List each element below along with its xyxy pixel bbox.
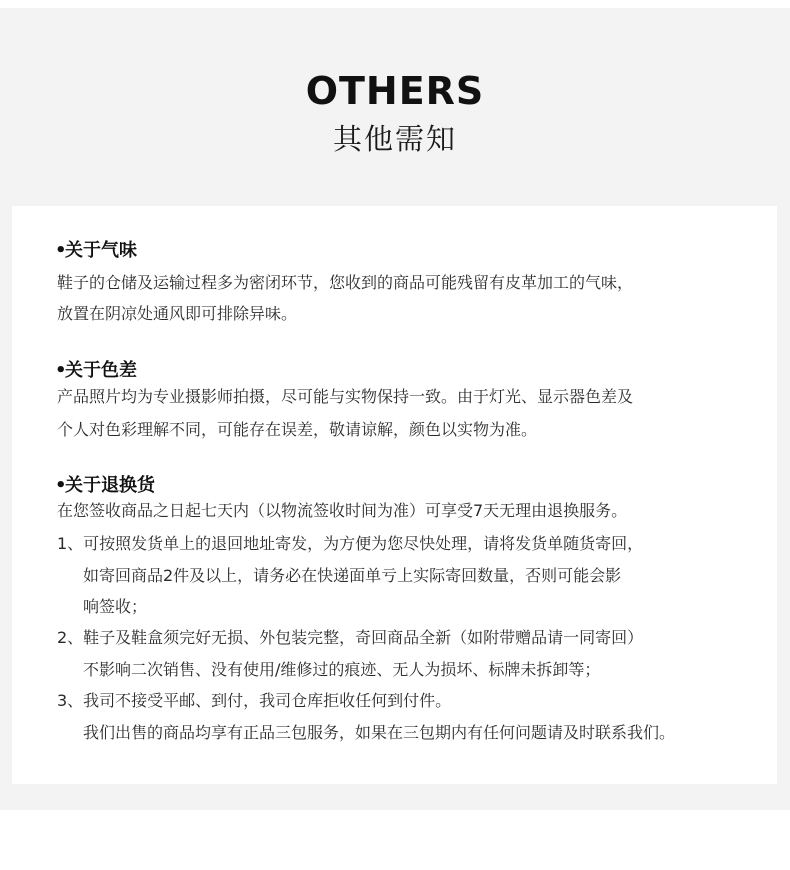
bullet-icon: •	[55, 475, 67, 496]
section-text-line: 产品照片均为专业摄影师拍摄，尽可能与实物保持一致。由于灯光、显示器色差及	[57, 387, 634, 406]
section-heading-odor	[55, 239, 137, 263]
list-item-2-continued: 不影响二次销售、没有使用/维修过的痕迹、无人为损坏、标牌未拆卸等；	[83, 660, 601, 679]
list-item-3: 3、我司不接受平邮、到付，我司仓库拒收任何到付件。	[57, 691, 452, 710]
section-text-line: 鞋子的仓储及运输过程多为密闭环节，您收到的商品可能残留有皮革加工的气味，	[57, 273, 634, 292]
section-heading-returns	[55, 474, 155, 498]
closing-note: 我们出售的商品均享有正品三包服务，如果在三包期内有任何问题请及时联系我们。	[83, 723, 676, 742]
title-chinese: 其他需知	[332, 122, 457, 156]
section-heading-label: 关于气味	[65, 240, 137, 261]
bullet-icon: •	[55, 360, 67, 381]
section-text-line: 个人对色彩理解不同，可能存在误差，敬请谅解，颜色以实物为准。	[57, 420, 538, 439]
list-item-1: 1、可按照发货单上的退回地址寄发，为方便为您尽快处理，请将发货单随货寄回，	[57, 534, 644, 553]
section-heading-label: 关于退换货	[65, 475, 155, 496]
section-text-line: 放置在阴凉处通风即可排除异味。	[57, 304, 298, 323]
list-item-1-continued: 响签收；	[83, 597, 148, 616]
section-text-line: 在您签收商品之日起七天内（以物流签收时间为准）可享受7天无理由退换服务。	[57, 501, 628, 520]
section-heading-color	[55, 359, 137, 383]
bullet-icon: •	[55, 240, 67, 261]
title-english: OTHERS	[305, 69, 485, 113]
list-item-1-continued: 如寄回商品2件及以上，请务必在快递面单亏上实际寄回数量，否则可能会影	[83, 566, 622, 585]
section-heading-label: 关于色差	[65, 360, 137, 381]
list-item-2: 2、鞋子及鞋盒须完好无损、外包装完整，奇回商品全新（如附带赠品请一同寄回）	[57, 628, 644, 647]
